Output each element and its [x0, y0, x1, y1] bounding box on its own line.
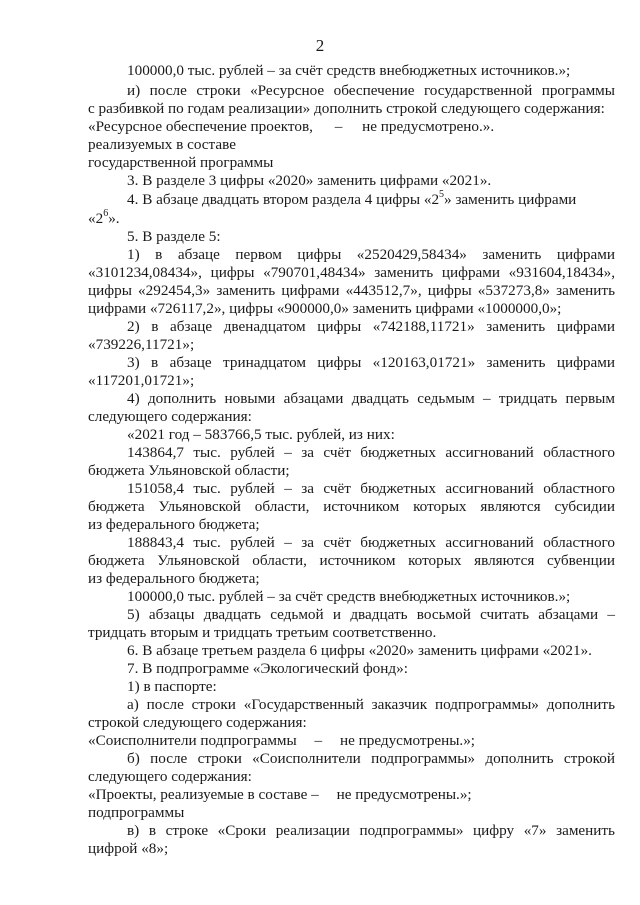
text-line: бюджета Ульяновской области, источником которых являются субвенции	[88, 552, 615, 569]
text-line: 151058,4 тыс. рублей – за счёт бюджетных ассигнований областного	[127, 480, 615, 497]
text-line: с разбивкой по годам реализации» дополнить строкой следующего содержания:	[88, 100, 605, 117]
text-line: 5) абзацы двадцать седьмой и двадцать восьмой считать абзацами –	[127, 606, 615, 623]
table-cell-value: не предусмотрены.»;	[339, 732, 476, 749]
text-line: бюджета Ульяновской области;	[88, 462, 290, 479]
text-line: следующего содержания:	[88, 408, 252, 425]
table-cell-label-cont: подпрограммы	[88, 804, 185, 821]
text-line: бюджета Ульяновской области, источником которых являются субсидии	[88, 498, 615, 515]
table-cell-label: «Ресурсное обеспечение проектов,	[88, 118, 313, 135]
text-line: цифры «292454,3» заменить цифрами «443512,7», цифры «537273,8» заменить	[88, 282, 615, 299]
table-cell-dash: –	[334, 118, 343, 135]
text-line: 1) в абзаце первом цифры «2520429,58434» заменить цифрами	[127, 246, 615, 263]
text-fragment: ».	[108, 210, 120, 227]
text-line: 188843,4 тыс. рублей – за счёт бюджетных ассигнований областного	[127, 534, 615, 551]
text-fragment: «2	[88, 210, 104, 227]
table-row	[88, 118, 494, 136]
text-line: «117201,01721»;	[88, 372, 195, 389]
text-line: «2021 год – 583766,5 тыс. рублей, из них:	[127, 426, 395, 443]
page-number: 2	[315, 36, 325, 55]
text-line: цифрами «726117,2», цифры «900000,0» заменить цифрами «1000000,0»;	[88, 300, 562, 317]
text-line: и) после строки «Ресурсное обеспечение государственной программы	[127, 82, 615, 99]
text-line: «739226,11721»;	[88, 336, 195, 353]
text-line: 100000,0 тыс. рублей – за счёт средств внебюджетных источников.»;	[127, 62, 571, 79]
text-line: строкой следующего содержания:	[88, 714, 307, 731]
table-cell-value: не предусмотрены.»;	[336, 786, 472, 803]
table-cell-value: не предусмотрено.».	[362, 118, 495, 135]
text-line	[88, 207, 120, 228]
table-cell-label-cont: государственной программы	[88, 154, 274, 171]
text-line: 2) в абзаце двенадцатом цифры «742188,11721» заменить цифрами	[127, 318, 615, 335]
text-line: из федерального бюджета;	[88, 570, 260, 587]
text-line: тридцать вторым и тридцать третьим соответственно.	[88, 624, 437, 641]
text-line	[127, 188, 615, 209]
text-line: следующего содержания:	[88, 768, 252, 785]
text-line: 1) в паспорте:	[127, 678, 217, 695]
text-line: б) после строки «Соисполнители подпрограммы» дополнить строкой	[127, 750, 615, 767]
table-cell-label: «Соисполнители подпрограммы	[88, 732, 297, 749]
text-line: «3101234,08434», цифры «790701,48434» заменить цифрами «931604,18434»,	[88, 264, 615, 281]
superscript: 5	[439, 188, 445, 200]
text-line: 4) дополнить новыми абзацами двадцать седьмым – тридцать первым	[127, 390, 615, 407]
text-line: 6. В абзаце третьем раздела 6 цифры «2020» заменить цифрами «2021».	[127, 642, 592, 659]
text-line: 100000,0 тыс. рублей – за счёт средств внебюджетных источников.»;	[127, 588, 571, 605]
text-line: цифрой «8»;	[88, 840, 169, 857]
text-line: 7. В подпрограмме «Экологический фонд»:	[127, 660, 408, 677]
text-fragment: » заменить цифрами	[444, 191, 577, 208]
section-heading: 5. В разделе 5:	[127, 228, 221, 245]
table-row	[88, 786, 472, 804]
text-line: 3. В разделе 3 цифры «2020» заменить цифрами «2021».	[127, 172, 492, 189]
superscript: 6	[103, 207, 109, 219]
table-cell-label-cont: реализуемых в составе	[88, 136, 236, 153]
table-row	[88, 732, 475, 750]
text-line: 143864,7 тыс. рублей – за счёт бюджетных ассигнований областного	[127, 444, 615, 461]
text-fragment: 4. В абзаце двадцать втором раздела 4 цифры «2	[127, 191, 440, 208]
text-line: в) в строке «Сроки реализации подпрограммы» цифру «7» заменить	[127, 822, 615, 839]
text-line: 3) в абзаце тринадцатом цифры «120163,01721» заменить цифрами	[127, 354, 615, 371]
table-cell-label: «Проекты, реализуемые в составе –	[88, 786, 319, 803]
text-line: из федерального бюджета;	[88, 516, 260, 533]
text-line: а) после строки «Государственный заказчик подпрограммы» дополнить	[127, 696, 615, 713]
table-cell-dash: –	[314, 732, 323, 749]
